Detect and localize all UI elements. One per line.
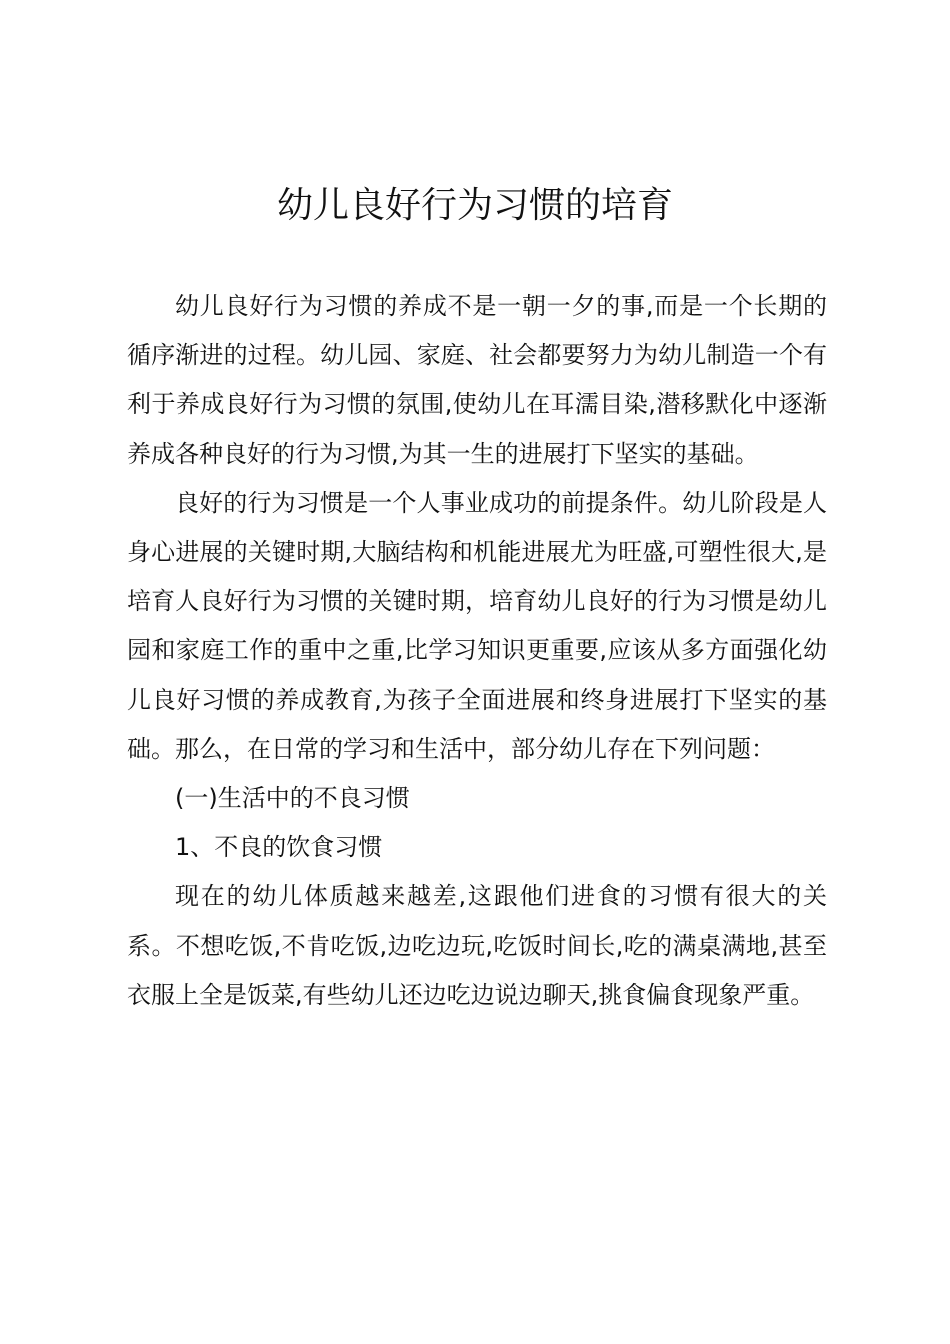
paragraph-intro: 幼儿良好行为习惯的养成不是一朝一夕的事,而是一个长期的循序渐进的过程。幼儿园、家庭、社会都要努力为幼儿制造一个有利于养成良好行为习惯的氛围,使幼儿在耳濡目染,潜移默化中逐渐养成各种良好的行为习惯,为其一生的进展打下坚实的基础。 — [127, 292, 827, 468]
paragraph-eating-habits: 现在的幼儿体质越来越差,这跟他们进食的习惯有很大的关系。不想吃饭,不肯吃饭,边吃边玩,吃饭时间长,吃的满桌满地,甚至衣服上全是饭菜,有些幼儿还边吃边说边聊天,挑食偏食现象严重。 — [127, 882, 827, 1009]
document-body — [127, 282, 827, 1020]
paragraph-importance: 良好的行为习惯是一个人事业成功的前提条件。幼儿阶段是人身心进展的关键时期,大脑结构和机能进展尤为旺盛,可塑性很大,是培育人良好行为习惯的关键时期，培育幼儿良好的行为习惯是幼儿园和家庭工作的重中之重,比学习知识更重要,应该从多方面强化幼儿良好习惯的养成教育,为孩子全面进展和终身进展打下坚实的基础。那么，在日常的学习和生活中，部分幼儿存在下列问题： — [127, 488, 827, 763]
subsection-heading: 1、不良的饮食习惯 — [175, 833, 383, 862]
document-title: 幼儿良好行为习惯的培育 — [276, 185, 673, 226]
section-heading: (一)生活中的不良习惯 — [175, 784, 410, 813]
